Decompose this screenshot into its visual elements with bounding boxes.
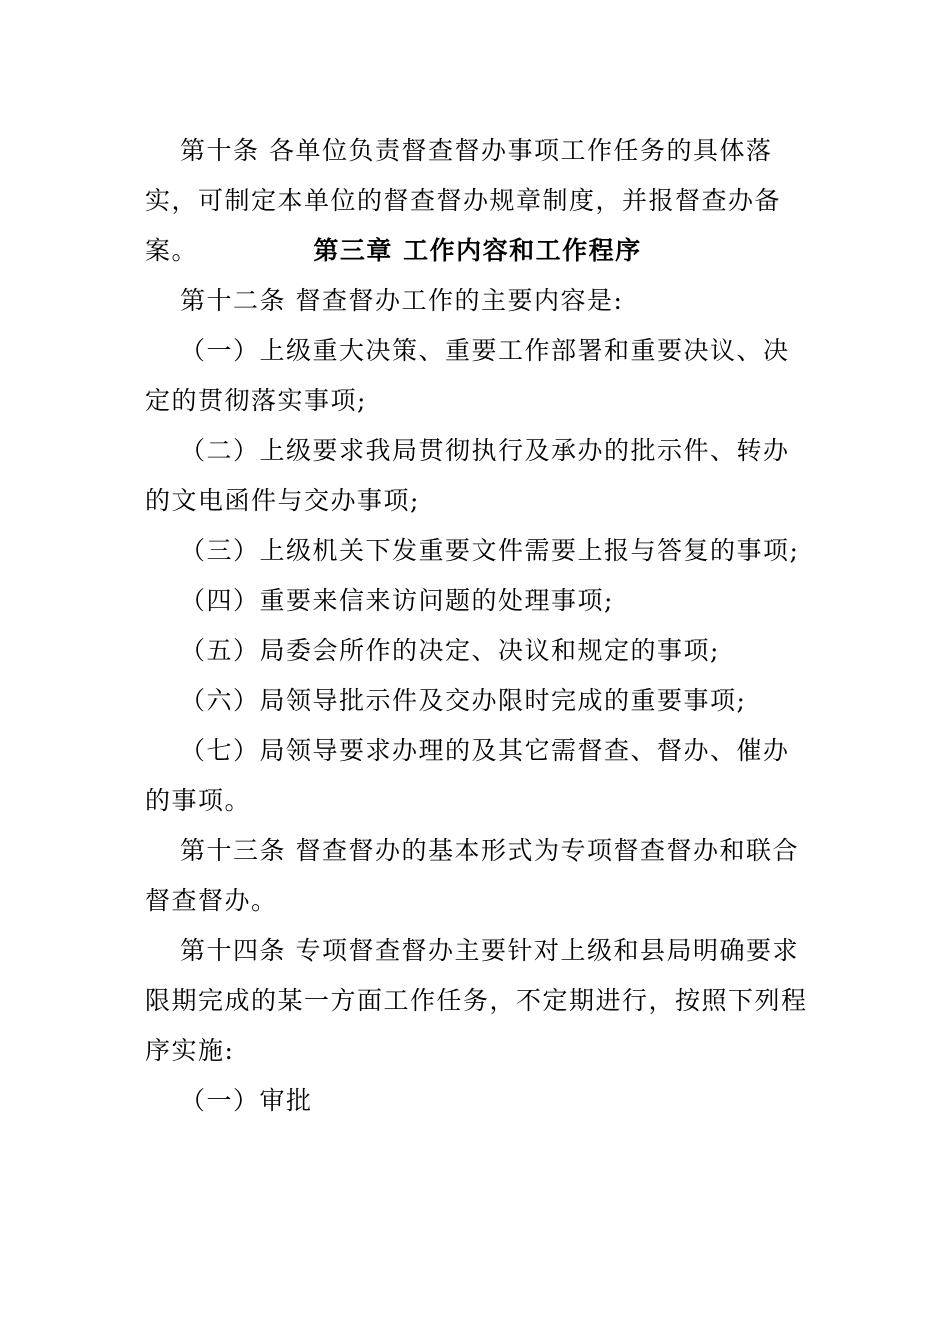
list-item-6: （六）局领导批示件及交办限时完成的重要事项; (180, 686, 747, 715)
list-item-2: （二）上级要求我局贯彻执行及承办的批示件、转办的文电函件与交办事项; (145, 436, 790, 515)
article-12-paragraph: 第十二条 督查督办工作的主要内容是: (180, 286, 624, 315)
article-13-paragraph: 第十三条 督查督办的基本形式为专项督查督办和联合督查督办。 (145, 836, 799, 915)
list-item-5: （五）局委会所作的决定、决议和规定的事项; (180, 636, 720, 665)
article-14-paragraph: 第十四条 专项督查督办主要针对上级和县局明确要求限期完成的某一方面工作任务，不定期进行，按照下列程序实施: (145, 936, 808, 1065)
chapter-title: 第三章 工作内容和工作程序 (313, 236, 642, 265)
article-10-paragraph: 第十条 各单位负责督查督办事项工作任务的具体落实，可制定本单位的督查督办规章制度，并报督查办备案。 (145, 136, 782, 265)
list-item-1: （一）上级重大决策、重要工作部署和重要决议、决定的贯彻落实事项; (145, 336, 790, 415)
sub-item-approval: （一）审批 (180, 1086, 313, 1115)
list-item-3: （三）上级机关下发重要文件需要上报与答复的事项; (180, 536, 800, 565)
list-item-4: （四）重要来信来访问题的处理事项; (180, 586, 614, 615)
list-item-7: （七）局领导要求办理的及其它需督查、督办、催办的事项。 (145, 736, 790, 815)
